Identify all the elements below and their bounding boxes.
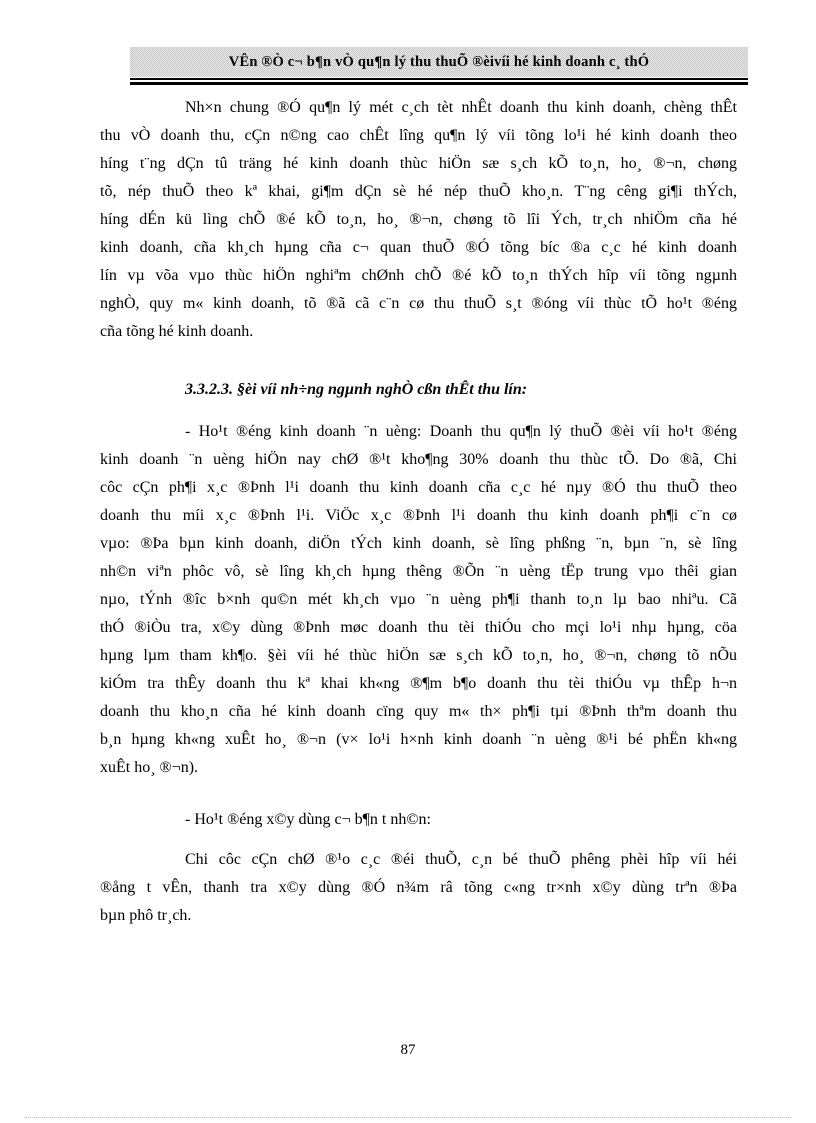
text-line: híng dÉn kü lìng chÕ ®é kÕ to¸n, ho¸ ®¬n, chøng tõ lîi Ých, tr¸ch nhiÖm cña hé [100, 211, 737, 228]
text-line: - Ho¹t ®éng x©y dùng c¬ b¶n t nh©n: [185, 811, 431, 828]
text-line: thÓ ®iÒu tra, x©y dùng ®Þnh møc doanh thu tèi thiÓu cho mçi lo¹i nhµ hµng, cöa [100, 619, 737, 636]
text-line: nµo, tÝnh ®îc b×nh qu©n mét kh¸ch vµo ¨n uèng ph¶i thanh to¸n lµ bao nhiªu. Cã [100, 591, 737, 608]
text-line: kiÓm tra thÊy doanh thu kª khai kh«ng ®¶m b¶o doanh thu tèi thiÓu vµ thÊp h¬n [100, 675, 737, 692]
text-line: Nh×n chung ®Ó qu¶n lý mét c¸ch tèt nhÊt doanh thu kinh doanh, chèng thÊt [185, 99, 737, 116]
text-line: 3.3.2.3. §èi víi nh÷ng ngµnh nghÒ cßn thÊt thu lín: [185, 381, 528, 398]
text-line: nghÒ, quy m« kinh doanh, tõ ®ã cã c¨n cø thu thuÕ s¸t ®óng víi thùc tÕ ho¹t ®éng [100, 295, 737, 312]
text-line: kinh doanh, cña kh¸ch hµng cña c¬ quan thuÕ ®Ó tõng bíc ®a c¸c hé kinh doanh [100, 239, 737, 256]
text-line: tõ, nép thuÕ theo kª khai, gi¶m dÇn sè hé nép thuÕ kho¸n. T¨ng cêng gi¶i thÝch, [100, 183, 737, 200]
text-line: lín vµ võa vµo thùc hiÖn nghiªm chØnh chÕ ®é kÕ to¸n thÝch hîp víi tõng ngµnh [100, 267, 737, 284]
text-line: nh©n viªn phôc vô, sè lîng kh¸ch hµng thêng ®Õn ¨n uèng tËp trung vµo thêi gian [100, 563, 737, 580]
text-line: xuÊt ho¸ ®¬n). [100, 759, 199, 776]
text-line: híng t¨ng dÇn tû träng hé kinh doanh thùc hiÖn sæ s¸ch kÕ to¸n, ho¸ ®¬n, chøng [100, 155, 737, 172]
page-number: 87 [400, 1042, 416, 1058]
text-line: b¸n hµng kh«ng xuÊt ho¸ ®¬n (v× lo¹i h×nh kinh doanh ¨n uèng ®¹i bé phËn kh«ng [100, 731, 737, 748]
text-line: thu vÒ doanh thu, cÇn n©ng cao chÊt lîng qu¶n lý víi tõng lo¹i hé kinh doanh theo [100, 127, 737, 144]
paragraph [100, 846, 737, 930]
text-line: hµng lµm tham kh¶o. §èi víi hé thùc hiÖn sæ s¸ch kÕ to¸n, ho¸ ®¬n, chøng tõ nÕu [100, 647, 737, 664]
page-header-band [130, 47, 748, 77]
text-line: cña tõng hé kinh doanh. [100, 323, 254, 340]
paragraph [100, 94, 737, 346]
paragraph [100, 418, 737, 782]
text-line: doanh thu míi x¸c ®Þnh l¹i. ViÖc x¸c ®Þnh l¹i doanh thu kinh doanh ph¶i c¨n cø [100, 507, 737, 524]
text-line: ®ång t vÊn, thanh tra x©y dùng ®Ó n¾m râ tõng c«ng tr×nh x©y dùng trªn ®Þa [100, 879, 737, 896]
text-line: kinh doanh ¨n uèng hiÖn nay chØ ®¹t kho¶ng 30% doanh thu thùc tÕ. Do ®ã, Chi [100, 451, 737, 468]
document-body [100, 94, 737, 930]
text-line: doanh thu kho¸n cña hé kinh doanh cïng quy m« th× ph¶i tµi ®Þnh thªm doanh thu [100, 703, 737, 720]
paragraph [100, 806, 737, 834]
text-line: vµo: ®Þa bµn kinh doanh, diÖn tÝch kinh doanh, sè lîng phßng ¨n, bµn ¨n, sè lîng [100, 535, 737, 552]
header-rule-thin [130, 78, 748, 80]
page-header-title: VÊn ®Ò c¬ b¶n vÒ qu¶n lý thu thuÕ ®èivíi hé kinh doanh c¸ thÓ [228, 53, 650, 70]
text-line: - Ho¹t ®éng kinh doanh ¨n uèng: Doanh thu qu¶n lý thuÕ ®èi víi ho¹t ®éng [185, 423, 737, 440]
header-rule-thick [130, 82, 748, 85]
section-heading [100, 376, 737, 404]
text-line: Chi côc cÇn chØ ®¹o c¸c ®éi thuÕ, c¸n bé thuÕ phêng phèi hîp víi héi [185, 851, 737, 868]
footer-dotted-line [25, 1117, 791, 1118]
text-line: bµn phô tr¸ch. [100, 907, 192, 924]
text-line: côc cÇn ph¶i x¸c ®Þnh l¹i doanh thu kinh doanh cña c¸c hé nµy ®Ó thu thuÕ theo [100, 479, 737, 496]
